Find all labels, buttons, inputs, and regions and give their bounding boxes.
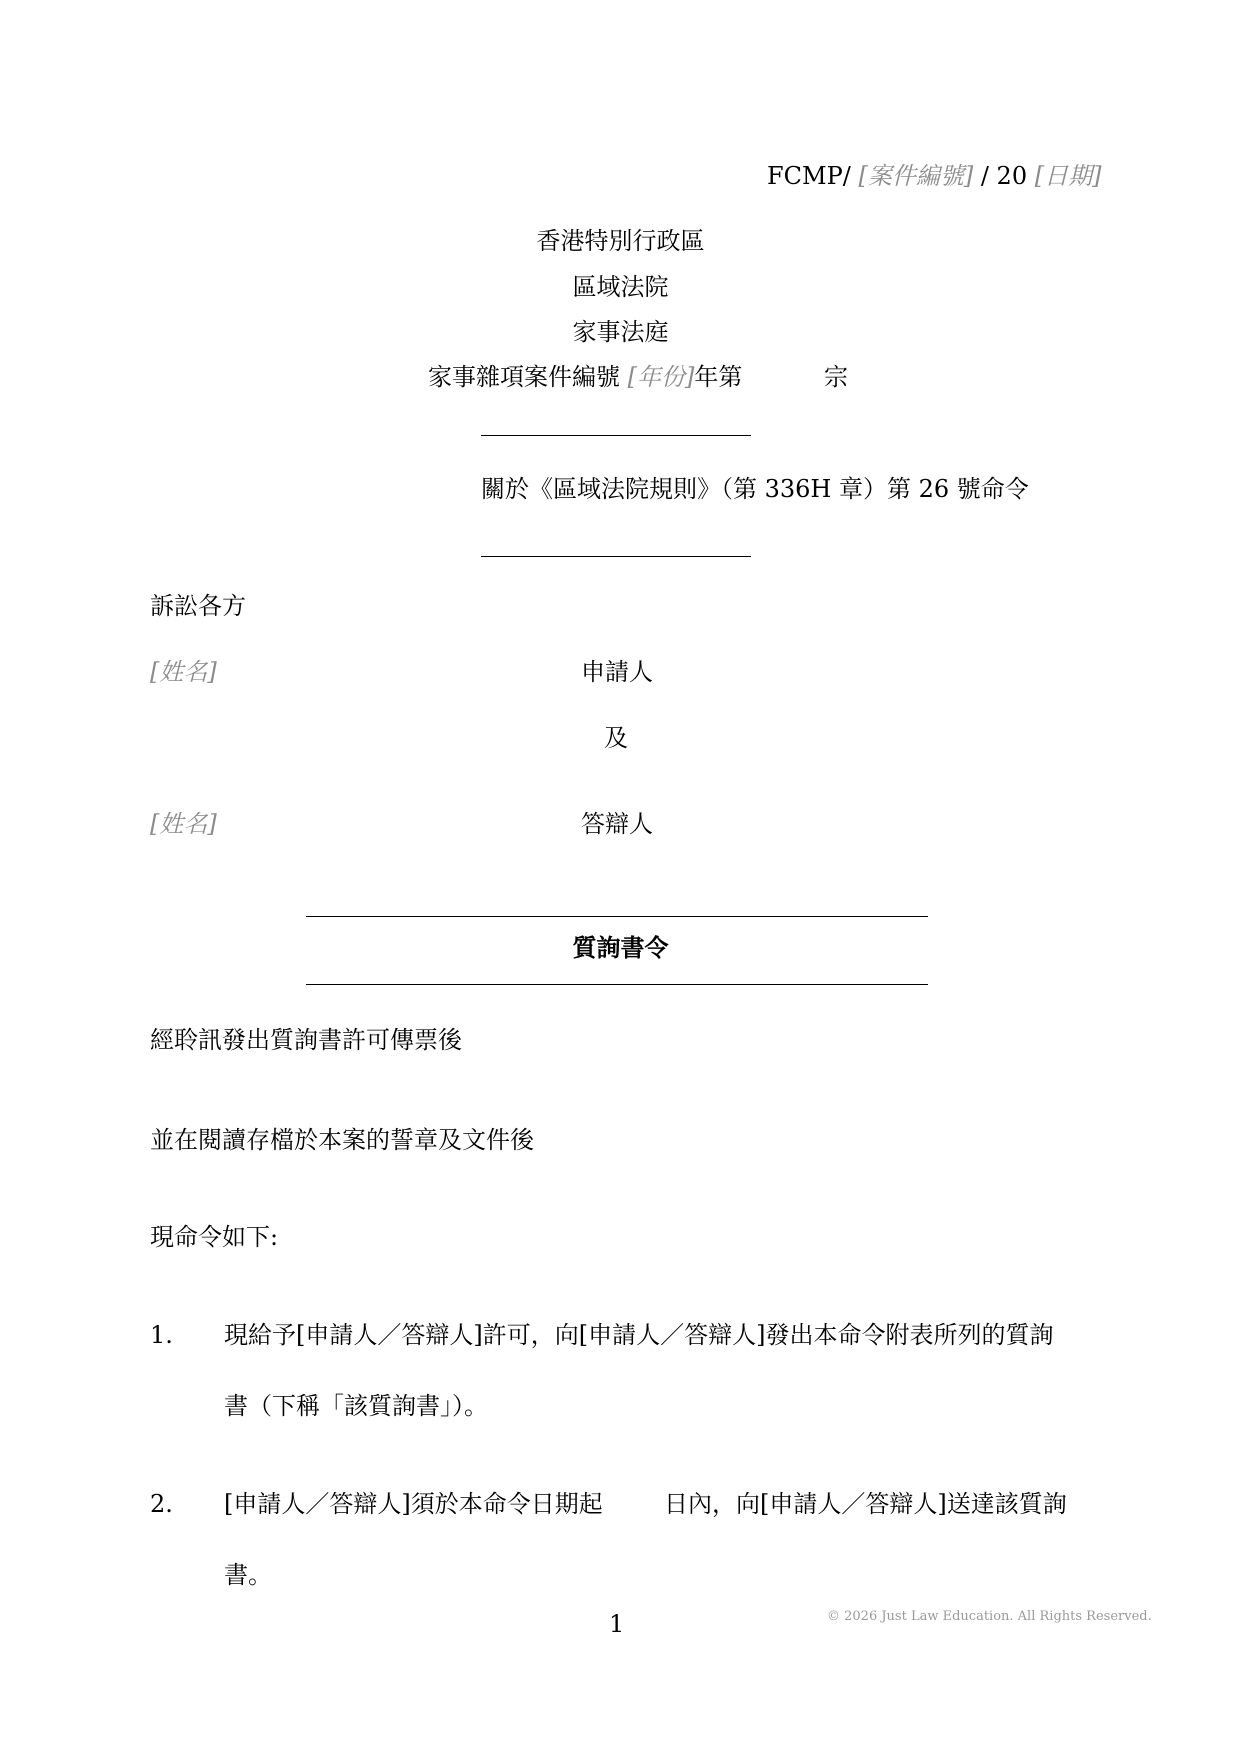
applicant-role: 申請人 [581,658,653,686]
item-1-line1: 現給予[申請人／答辯人]許可，向[申請人／答辯人]發出本命令附表所列的質詢 [224,1321,1054,1349]
item-1-line2: 書（下稱「該質詢書」）。 [224,1392,488,1420]
court-line-district-court: 區域法院 [572,273,669,301]
respondent-name-placeholder: [姓名] [150,810,217,838]
case-reference-line [428,365,742,389]
case-zong: 宗 [824,363,848,391]
recital-reading: 並在閱讀存檔於本案的誓章及文件後 [150,1126,534,1154]
court-line-hksar: 香港特別行政區 [536,227,705,255]
page-number: 1 [609,1610,625,1638]
recital-hearing: 經聆訊發出質詢書許可傳票後 [150,1026,462,1054]
case-number-header [767,164,1101,188]
year-suffix: 年第 [694,363,743,391]
copyright-notice: © 2026 Just Law Education. All Rights Reserved. [827,1609,1152,1624]
and-word: 及 [604,724,628,752]
date-placeholder: [日期] [1034,162,1102,190]
year-separator: / 20 [980,162,1028,190]
order-intro: 現命令如下: [150,1223,279,1251]
applicant-name-placeholder: [姓名] [150,658,217,686]
item-2-line1-part2: 日內，向[申請人／答辯人]送達該質詢 [664,1490,1067,1518]
item-1-number: 1. [150,1321,173,1349]
divider-bottom [481,556,751,557]
parties-heading: 訴訟各方 [150,592,246,620]
year-placeholder: [年份] [627,363,695,391]
item-2-number: 2. [150,1490,173,1518]
document-title: 質詢書令 [572,933,669,962]
rule-reference: 關於《區域法院規則》（第 336H 章）第 26 號命令 [481,475,1029,503]
item-2-line1-part1: [申請人／答辯人]須於本命令日期起 [224,1490,603,1518]
item-2-line2: 書。 [224,1561,272,1589]
case-number-placeholder: [案件編號] [858,162,974,190]
case-label: 家事雜項案件編號 [428,363,620,391]
title-rule-bottom [306,984,928,985]
court-line-family-court: 家事法庭 [572,318,669,346]
case-prefix: FCMP/ [767,162,851,190]
respondent-role: 答辯人 [581,810,653,838]
divider-top [481,435,751,436]
title-rule-top [306,916,928,917]
